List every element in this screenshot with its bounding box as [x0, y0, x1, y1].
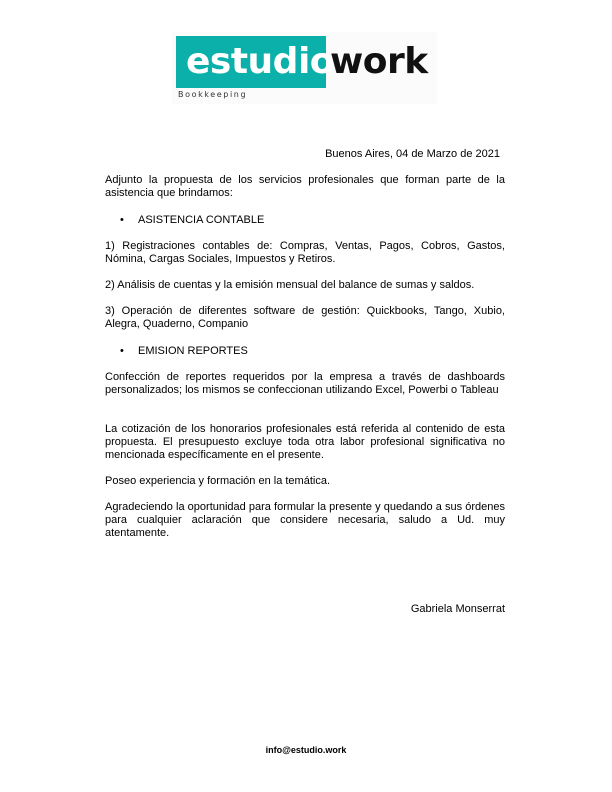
bullet-label: EMISION REPORTES	[138, 345, 248, 357]
logo-brand-estudio: estudio	[186, 41, 335, 82]
quote-note-paragraph	[105, 423, 505, 462]
experience-text: Poseo experiencia y formación en la temática.	[105, 475, 331, 487]
closing-paragraph	[105, 501, 505, 540]
service-item-3	[105, 305, 505, 331]
service-item-2	[105, 279, 505, 292]
letter-date: Buenos Aires, 04 de Marzo de 2021	[325, 148, 500, 160]
intro-text: Adjunto la propuesta de los servicios profesionales que forman parte de la asistencia que brindamos:	[105, 174, 505, 199]
service-item-text: 2) Análisis de cuentas y la emisión mensual del balance de sumas y saldos.	[105, 279, 475, 291]
reports-text: Confección de reportes requeridos por la empresa a través de dashboards personalizados; los mismos se confeccionan utilizando Excel, Powerbi o Tableau	[105, 371, 505, 396]
reports-paragraph	[105, 371, 505, 397]
intro-paragraph	[105, 174, 505, 200]
bullet-emision-reportes	[120, 345, 248, 358]
experience-paragraph	[105, 475, 505, 488]
logo-brand-work: work	[330, 41, 428, 82]
service-item-text: 1) Registraciones contables de: Compras, Ventas, Pagos, Cobros, Gastos, Nómina, Cargas Sociales, Impuestos y Retiros.	[105, 240, 505, 265]
quote-note-text: La cotización de los honorarios profesionales está referida al contenido de esta propuesta. El presupuesto excluye toda otra labor profesional significativa no mencionada específicamente en el presente.	[105, 423, 505, 461]
service-item-text: 3) Operación de diferentes software de gestión: Quickbooks, Tango, Xubio, Alegra, Quaderno, Companio	[105, 305, 505, 330]
logo-tagline: Bookkeeping	[178, 90, 248, 99]
signature: Gabriela Monserrat	[410, 603, 505, 615]
footer-email: info@estudio.work	[265, 745, 347, 755]
bullet-icon: •	[120, 345, 124, 357]
bullet-asistencia-contable	[120, 214, 264, 227]
bullet-icon: •	[120, 214, 124, 226]
service-item-1	[105, 240, 505, 266]
bullet-label: ASISTENCIA CONTABLE	[138, 214, 265, 226]
logo-accent-box	[176, 36, 335, 88]
closing-text: Agradeciendo la oportunidad para formular la presente y quedando a sus órdenes para cualquier aclaración que considere necesaria, saludo a Ud. muy atentamente.	[105, 501, 505, 539]
company-logo	[172, 32, 437, 104]
